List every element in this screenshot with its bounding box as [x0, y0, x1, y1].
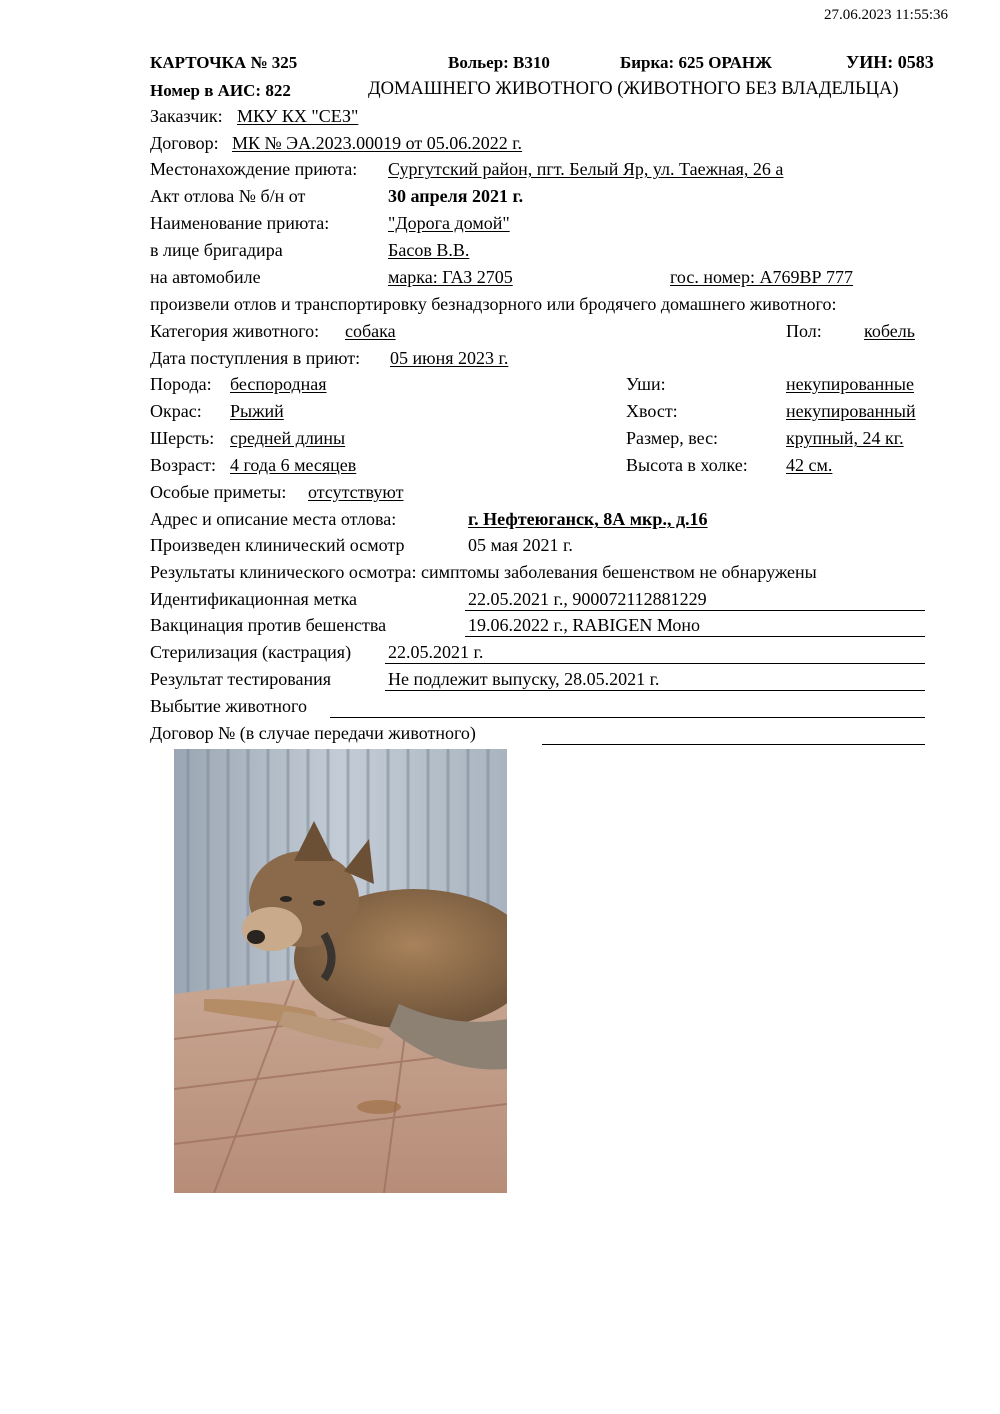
coat-label: Шерсть: [150, 428, 215, 448]
customer-value: МКУ КХ "СЕЗ" [237, 106, 359, 126]
color-value: Рыжий [230, 401, 284, 421]
capture-place-label: Адрес и описание места отлова: [150, 509, 397, 529]
shelter-name-label: Наименование приюта: [150, 213, 330, 233]
id-mark-label: Идентификационная метка [150, 589, 358, 609]
arrival-value: 05 июня 2023 г. [390, 348, 509, 368]
exam-label: Произведен клинический осмотр [150, 535, 405, 555]
arrival-label: Дата поступления в приют: [150, 348, 361, 368]
id-mark-line [465, 610, 925, 611]
customer-label: Заказчик: [150, 106, 223, 126]
capture-act-date: 30 апреля 2021 г. [388, 186, 524, 206]
foreman-value: Басов В.В. [388, 240, 470, 260]
vaccination-line [465, 636, 925, 637]
tail-value: некупированный [786, 401, 916, 421]
departure-line [330, 717, 925, 718]
capture-act-label: Акт отлова № б/н от [150, 186, 306, 206]
uin-number: УИН: 0583 [846, 52, 934, 72]
exam-date: 05 мая 2021 г. [468, 535, 573, 555]
height-label: Высота в холке: [626, 455, 748, 475]
contract-label: Договор: [150, 133, 219, 153]
transfer-contract-line [542, 744, 925, 745]
size-label: Размер, вес: [626, 428, 719, 448]
id-mark-value: 22.05.2021 г., 900072112881229 [468, 589, 707, 609]
capture-place-value: г. Нефтеюганск, 8А мкр., д.16 [468, 509, 708, 529]
breed-label: Порода: [150, 374, 212, 394]
shelter-location-value: Сургутский район, пгт. Белый Яр, ул. Таежная, 26 а [388, 159, 784, 179]
marks-value: отсутствуют [308, 482, 404, 502]
exam-results: Результаты клинического осмотра: симптомы заболевания бешенством не обнаружены [150, 562, 817, 582]
test-result-line [385, 690, 925, 691]
color-label: Окрас: [150, 401, 202, 421]
test-result-value: Не подлежит выпуску, 28.05.2021 г. [388, 669, 660, 689]
sterilization-value: 22.05.2021 г. [388, 642, 484, 662]
tail-label: Хвост: [626, 401, 678, 421]
sterilization-line [385, 663, 925, 664]
age-value: 4 года 6 месяцев [230, 455, 357, 475]
foreman-label: в лице бригадира [150, 240, 283, 260]
card-title: ДОМАШНЕГО ЖИВОТНОГО (ЖИВОТНОГО БЕЗ ВЛАДЕЛЬЦА) [368, 79, 899, 99]
dog-photo [174, 749, 507, 1193]
sex-label: Пол: [786, 321, 822, 341]
ears-label: Уши: [626, 374, 666, 394]
print-timestamp: 27.06.2023 11:55:36 [823, 7, 948, 23]
size-value: крупный, 24 кг. [786, 428, 904, 448]
vaccination-value: 19.06.2022 г., RABIGEN Моно [468, 615, 701, 635]
car-label: на автомобиле [150, 267, 261, 287]
car-brand: марка: ГАЗ 2705 [388, 267, 513, 287]
height-value: 42 см. [786, 455, 833, 475]
car-plate: гос. номер: А769ВР 777 [670, 267, 854, 287]
capture-statement: произвели отлов и транспортировку безнадзорного или бродячего домашнего животного: [150, 294, 837, 314]
shelter-name-value: "Дорога домой" [388, 213, 510, 233]
vaccination-label: Вакцинация против бешенства [150, 615, 387, 635]
shelter-location-label: Местонахождение приюта: [150, 159, 358, 179]
test-result-label: Результат тестирования [150, 669, 331, 689]
tag-number: Бирка: 625 ОРАНЖ [620, 53, 772, 72]
age-label: Возраст: [150, 455, 216, 475]
marks-label: Особые приметы: [150, 482, 287, 502]
category-label: Категория животного: [150, 321, 320, 341]
sex-value: кобель [864, 321, 915, 341]
breed-value: беспородная [230, 374, 327, 394]
departure-label: Выбытие животного [150, 696, 307, 716]
contract-value: МК № ЭА.2023.00019 от 05.06.2022 г. [232, 133, 523, 153]
ais-number: Номер в АИС: 822 [150, 81, 291, 100]
category-value: собака [345, 321, 396, 341]
transfer-contract-label: Договор № (в случае передачи животного) [150, 723, 476, 743]
sterilization-label: Стерилизация (кастрация) [150, 642, 352, 662]
ears-value: некупированные [786, 374, 914, 394]
card-number: КАРТОЧКА № 325 [150, 53, 298, 72]
enclosure-number: Вольер: В310 [448, 53, 550, 72]
coat-value: средней длины [230, 428, 346, 448]
